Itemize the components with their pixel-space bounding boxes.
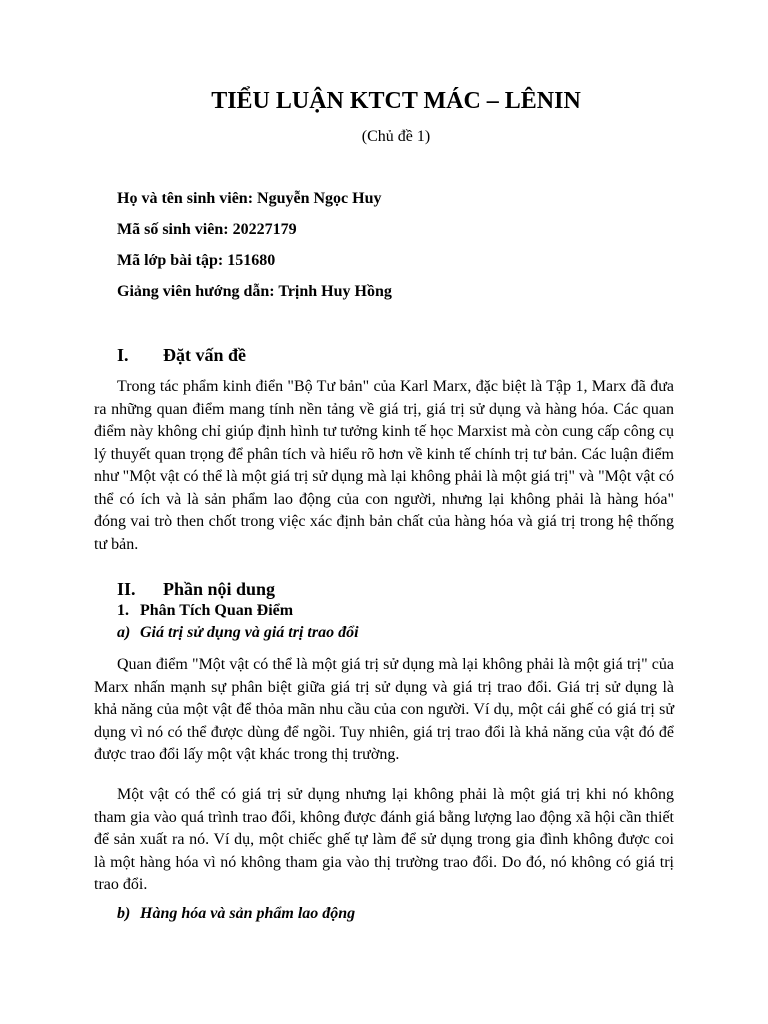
instructor-line: Giảng viên hướng dẫn: Trịnh Huy Hồng [117, 283, 392, 300]
section-2-title: Phần nội dung [163, 579, 276, 599]
class-id-line: Mã lớp bài tập: 151680 [117, 252, 276, 269]
section-1-heading [117, 343, 246, 367]
subsection-a-title: Giá trị sử dụng và giá trị trao đổi [140, 624, 359, 641]
subsection-a-heading [117, 623, 359, 643]
section-2-heading [117, 577, 275, 601]
subsection-b-number: b) [117, 905, 131, 922]
subsection-b-title: Hàng hóa và sản phẩm lao động [140, 905, 356, 922]
section-1-number: I. [117, 345, 129, 365]
subsection-1-title: Phân Tích Quan Điểm [140, 602, 294, 619]
document-title: TIỂU LUẬN KTCT MÁC – LÊNIN [211, 88, 581, 114]
student-name-line: Họ và tên sinh viên: Nguyễn Ngọc Huy [117, 190, 382, 207]
subsection-1-heading [117, 601, 293, 621]
section-2-number: II. [117, 579, 136, 599]
document-subtitle: (Chủ đề 1) [361, 128, 431, 145]
section-1-paragraph: Trong tác phẩm kinh điển "Bộ Tư bản" của Karl Marx, đặc biệt là Tập 1, Marx đã đưa ra những quan điểm mang tính nền tảng về giá trị, giá trị sử dụng và hàng hóa. Các quan điểm này không chỉ giúp định hình tư tưởng kinh tế học Marxist mà còn cung cấp công cụ lý thuyết quan trọng để phân tích và hiểu rõ hơn về kinh tế chính trị tư bản. Các luận điểm như "Một vật có thể là một giá trị sử dụng mà lại không phải là một giá trị" và "Một vật có thể có ích và là sản phẩm lao động của con người, nhưng lại không phải là hàng hóa" đóng vai trò then chốt trong việc xác định bản chất của hàng hóa và giá trị trong hệ thống tư bản. [94, 378, 674, 553]
subsection-b-heading [117, 904, 355, 924]
subsection-a-number: a) [117, 624, 131, 641]
student-id-line: Mã số sinh viên: 20227179 [117, 221, 297, 238]
section-2-paragraph-1: Quan điểm "Một vật có thể là một giá trị sử dụng mà lại không phải là một giá trị" của Marx nhấn mạnh sự phân biệt giữa giá trị sử dụng và giá trị trao đổi. Giá trị sử dụng là khả năng của một vật để thỏa mãn nhu cầu của con người. Ví dụ, một cái ghế có giá trị sử dụng vì nó có thể được dùng để ngồi. Tuy nhiên, giá trị trao đổi là khả năng của vật đó để được trao đổi lấy một vật khác trong thị trường. [94, 656, 674, 763]
section-1-title: Đặt vấn đề [163, 345, 247, 365]
section-2-paragraph-2: Một vật có thể có giá trị sử dụng nhưng lại không phải là một giá trị khi nó không tham gia vào quá trình trao đổi, không được đánh giá bằng lượng lao động xã hội cần thiết để sản xuất ra nó. Ví dụ, một chiếc ghế tự làm để sử dụng trong gia đình không được coi là một hàng hóa vì nó không tham gia vào thị trường trao đổi. Do đó, nó không có giá trị trao đổi. [94, 786, 674, 893]
subsection-1-number: 1. [117, 602, 129, 619]
